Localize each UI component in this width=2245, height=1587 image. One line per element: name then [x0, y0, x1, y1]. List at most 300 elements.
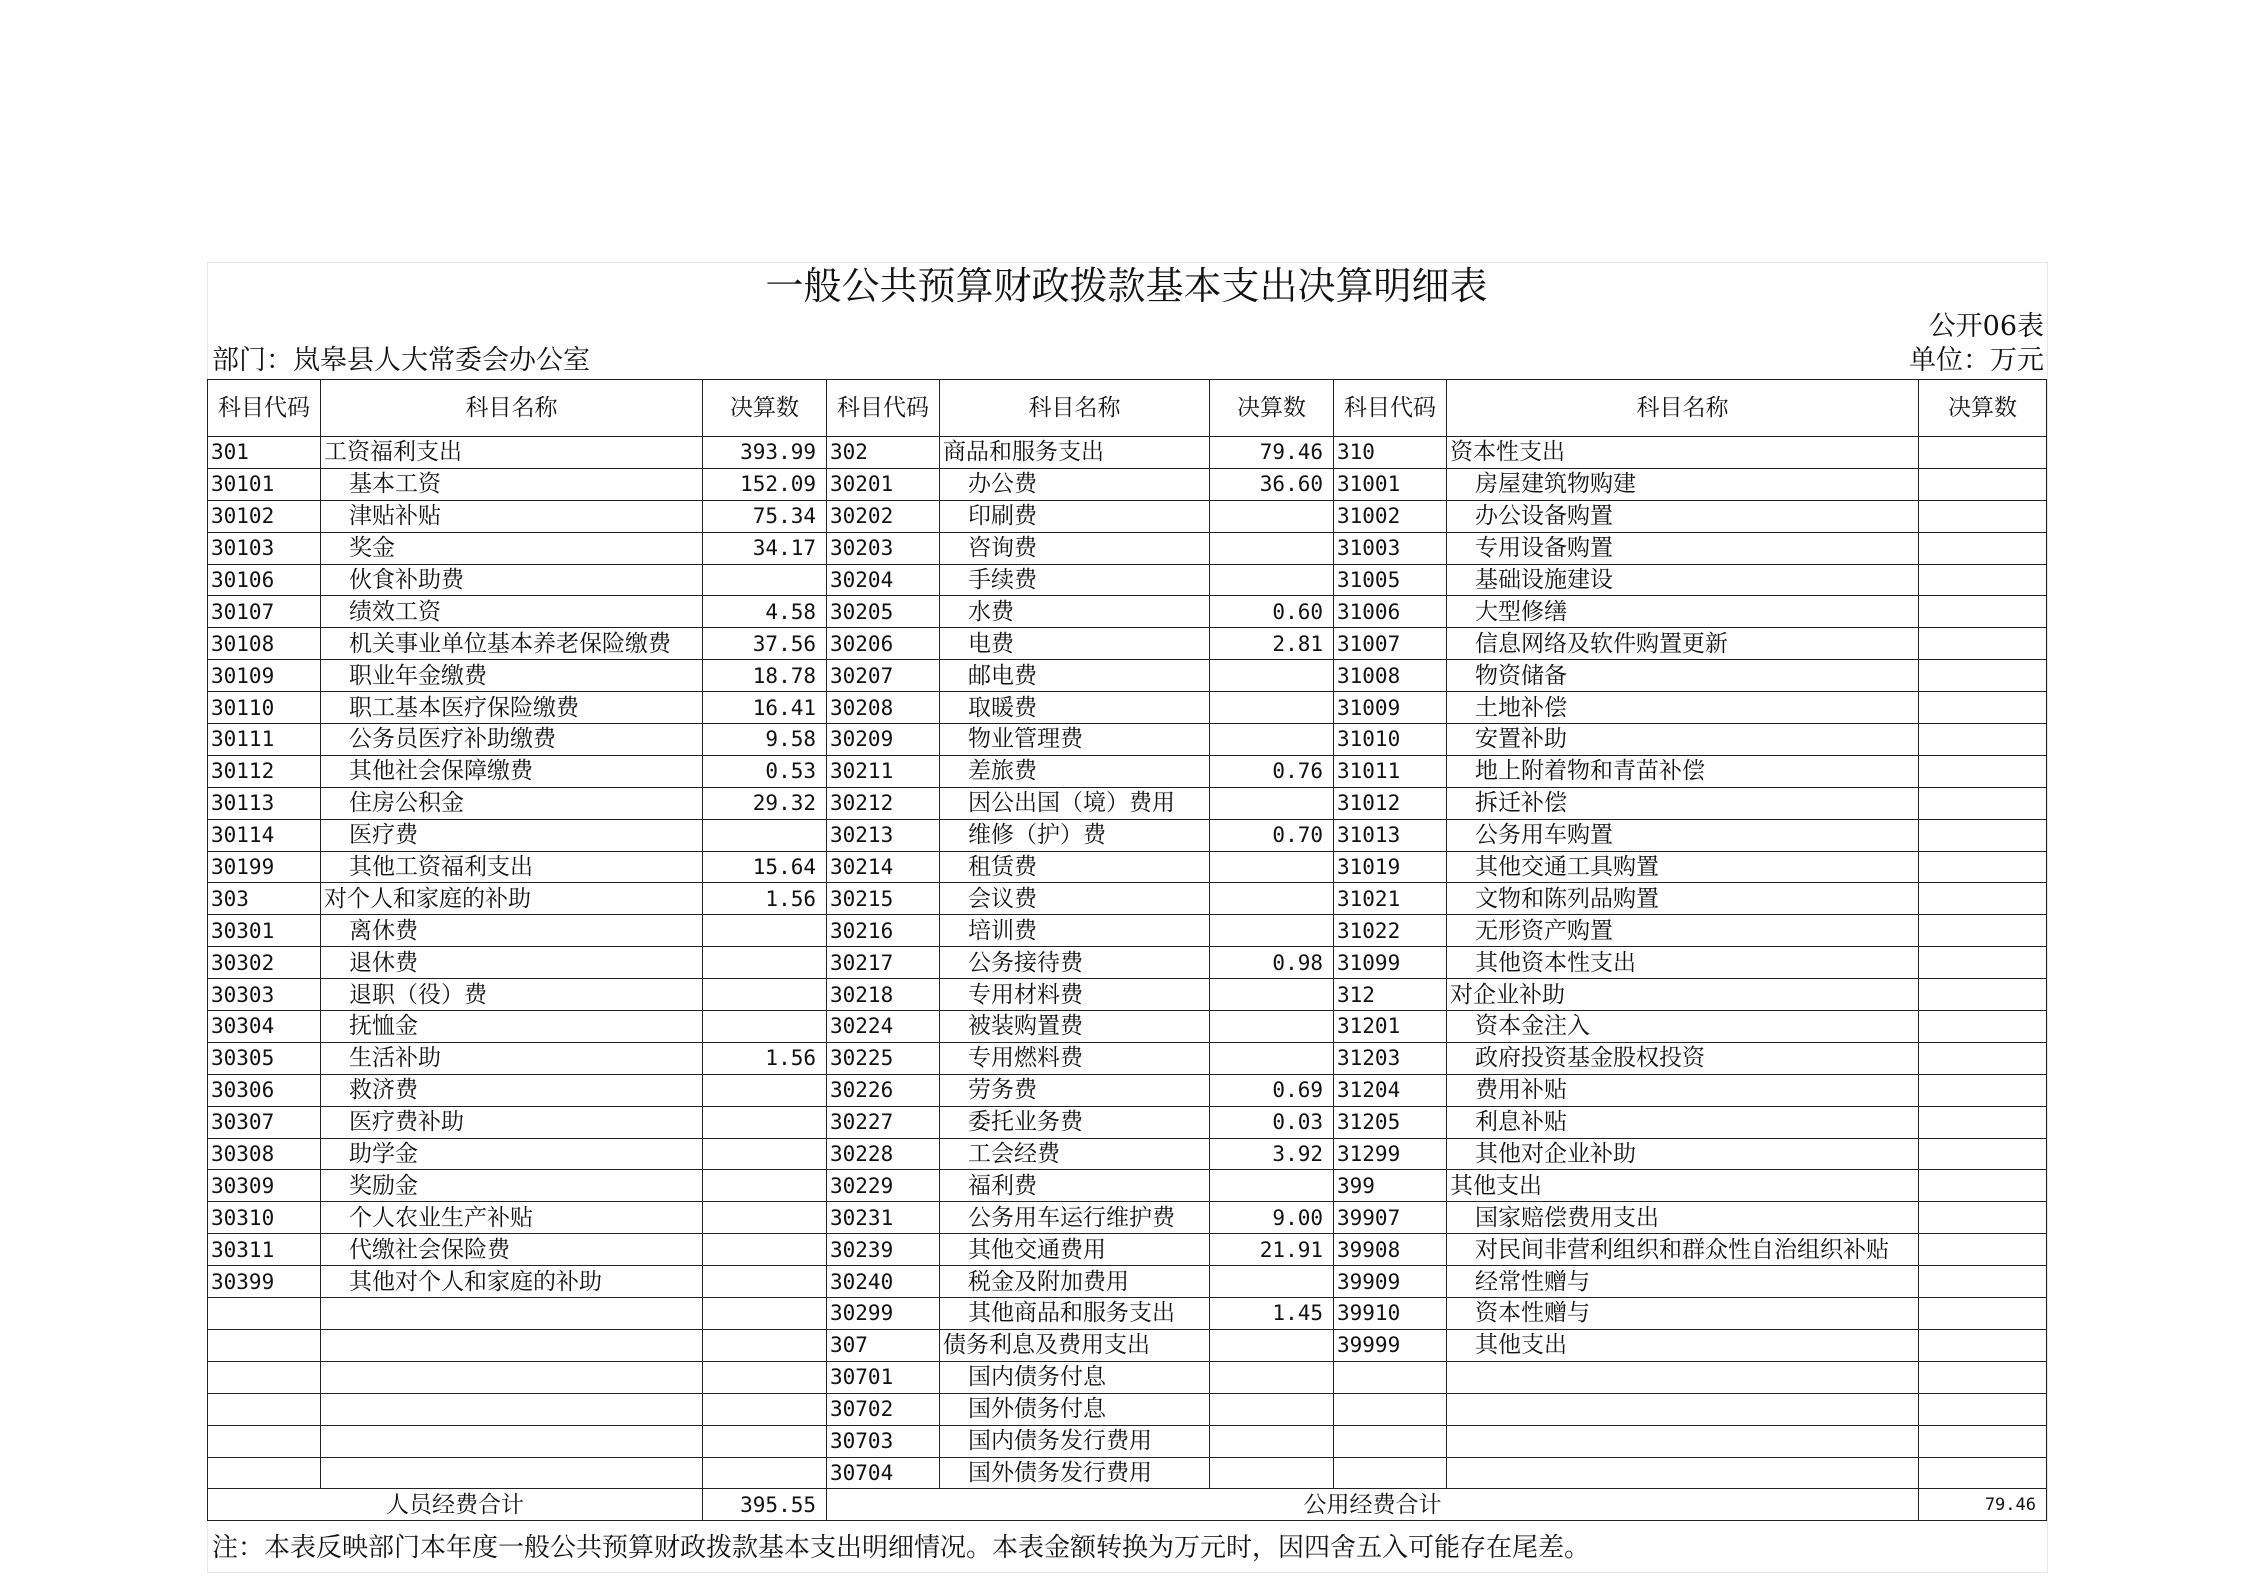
name-cell-3: 物资储备: [1447, 660, 1919, 692]
code-cell-2: 30215: [827, 883, 940, 915]
name-cell-2: 差旅费: [940, 755, 1210, 787]
amount-cell-3: [1919, 1011, 2047, 1043]
name-cell-1: 退休费: [321, 947, 703, 979]
amount-cell-3: [1919, 1234, 2047, 1266]
amount-cell-2: [1210, 979, 1334, 1011]
amount-cell-1: 9.58: [703, 724, 827, 756]
amount-cell-2: [1210, 883, 1334, 915]
code-cell-3: 31204: [1334, 1074, 1447, 1106]
amount-cell-2: 21.91: [1210, 1234, 1334, 1266]
amount-cell-1: [703, 947, 827, 979]
amount-cell-3: [1919, 819, 2047, 851]
name-cell-2: 水费: [940, 596, 1210, 628]
amount-cell-1: 0.53: [703, 755, 827, 787]
code-cell-1: 30199: [208, 851, 321, 883]
name-cell-3: 对企业补助: [1447, 979, 1919, 1011]
table-row: [208, 1138, 2047, 1170]
footnote: 注：本表反映部门本年度一般公共预算财政拨款基本支出明细情况。本表金额转换为万元时，因四舍五入可能存在尾差。: [212, 1533, 1591, 1563]
amount-cell-2: [1210, 1425, 1334, 1457]
amount-cell-3: [1919, 1266, 2047, 1298]
public-total-value: 79.46: [1919, 1489, 2047, 1521]
amount-cell-2: [1210, 851, 1334, 883]
code-cell-1: 30310: [208, 1202, 321, 1234]
code-cell-2: 30231: [827, 1202, 940, 1234]
amount-cell-1: [703, 819, 827, 851]
amount-cell-2: [1210, 915, 1334, 947]
amount-cell-1: [703, 1234, 827, 1266]
name-cell-1: 绩效工资: [321, 596, 703, 628]
name-cell-3: [1447, 1457, 1919, 1489]
code-cell-2: 30214: [827, 851, 940, 883]
code-cell-3: 31006: [1334, 596, 1447, 628]
code-cell-2: 30240: [827, 1266, 940, 1298]
name-cell-1: 医疗费补助: [321, 1106, 703, 1138]
col-header-code-3: 科目代码: [1334, 380, 1447, 437]
name-cell-2: 公务接待费: [940, 947, 1210, 979]
name-cell-2: 办公费: [940, 468, 1210, 500]
amount-cell-3: [1919, 1457, 2047, 1489]
code-cell-2: 307: [827, 1329, 940, 1361]
amount-cell-2: [1210, 692, 1334, 724]
table-row: [208, 660, 2047, 692]
code-cell-2: 30208: [827, 692, 940, 724]
amount-cell-1: 1.56: [703, 883, 827, 915]
name-cell-1: 生活补助: [321, 1042, 703, 1074]
name-cell-2: 其他商品和服务支出: [940, 1298, 1210, 1330]
amount-cell-3: [1919, 1170, 2047, 1202]
name-cell-2: 专用燃料费: [940, 1042, 1210, 1074]
expenditure-table: [207, 379, 2047, 1521]
name-cell-3: 国家赔偿费用支出: [1447, 1202, 1919, 1234]
name-cell-1: [321, 1329, 703, 1361]
table-row: [208, 1170, 2047, 1202]
amount-cell-2: 2.81: [1210, 628, 1334, 660]
amount-cell-3: [1919, 1138, 2047, 1170]
name-cell-1: 奖金: [321, 532, 703, 564]
code-cell-1: 30113: [208, 787, 321, 819]
code-cell-2: 30211: [827, 755, 940, 787]
amount-cell-3: [1919, 1393, 2047, 1425]
amount-cell-2: [1210, 564, 1334, 596]
code-cell-2: 302: [827, 437, 940, 469]
code-cell-1: 30101: [208, 468, 321, 500]
name-cell-3: [1447, 1361, 1919, 1393]
code-cell-2: 30209: [827, 724, 940, 756]
amount-cell-1: 75.34: [703, 500, 827, 532]
amount-cell-2: [1210, 1170, 1334, 1202]
name-cell-2: 印刷费: [940, 500, 1210, 532]
amount-cell-2: [1210, 1011, 1334, 1043]
code-cell-3: 39999: [1334, 1329, 1447, 1361]
name-cell-1: 其他对个人和家庭的补助: [321, 1266, 703, 1298]
code-cell-3: 31299: [1334, 1138, 1447, 1170]
code-cell-3: 31008: [1334, 660, 1447, 692]
amount-cell-1: 1.56: [703, 1042, 827, 1074]
name-cell-2: 公务用车运行维护费: [940, 1202, 1210, 1234]
amount-cell-3: [1919, 724, 2047, 756]
code-cell-3: 31022: [1334, 915, 1447, 947]
amount-cell-1: 16.41: [703, 692, 827, 724]
table-row: [208, 1011, 2047, 1043]
amount-cell-2: [1210, 532, 1334, 564]
code-cell-2: 30228: [827, 1138, 940, 1170]
name-cell-1: 职业年金缴费: [321, 660, 703, 692]
code-cell-3: 31007: [1334, 628, 1447, 660]
code-cell-3: 31002: [1334, 500, 1447, 532]
table-row: [208, 1329, 2047, 1361]
name-cell-1: [321, 1298, 703, 1330]
code-cell-1: 30302: [208, 947, 321, 979]
code-cell-2: 30207: [827, 660, 940, 692]
code-cell-3: 31001: [1334, 468, 1447, 500]
code-cell-1: 30301: [208, 915, 321, 947]
code-cell-1: 30103: [208, 532, 321, 564]
table-row: [208, 1425, 2047, 1457]
name-cell-1: 其他工资福利支出: [321, 851, 703, 883]
amount-cell-1: [703, 1138, 827, 1170]
code-cell-3: [1334, 1361, 1447, 1393]
table-row: [208, 947, 2047, 979]
code-cell-1: 301: [208, 437, 321, 469]
code-cell-2: 30226: [827, 1074, 940, 1106]
name-cell-3: 其他对企业补助: [1447, 1138, 1919, 1170]
name-cell-1: 离休费: [321, 915, 703, 947]
table-row: [208, 628, 2047, 660]
amount-cell-1: [703, 1425, 827, 1457]
code-cell-1: 30110: [208, 692, 321, 724]
table-row: [208, 1266, 2047, 1298]
amount-cell-3: [1919, 851, 2047, 883]
code-cell-2: 30703: [827, 1425, 940, 1457]
table-row: [208, 1298, 2047, 1330]
amount-cell-2: [1210, 500, 1334, 532]
code-cell-3: 31013: [1334, 819, 1447, 851]
amount-cell-1: [703, 1106, 827, 1138]
code-cell-1: 30112: [208, 755, 321, 787]
personnel-total-label: 人员经费合计: [208, 1489, 703, 1521]
amount-cell-1: 29.32: [703, 787, 827, 819]
name-cell-1: 抚恤金: [321, 1011, 703, 1043]
name-cell-1: 助学金: [321, 1138, 703, 1170]
name-cell-2: 租赁费: [940, 851, 1210, 883]
amount-cell-2: 0.69: [1210, 1074, 1334, 1106]
name-cell-1: 公务员医疗补助缴费: [321, 724, 703, 756]
code-cell-3: 31019: [1334, 851, 1447, 883]
table-row: [208, 851, 2047, 883]
code-cell-1: [208, 1298, 321, 1330]
name-cell-1: 救济费: [321, 1074, 703, 1106]
code-cell-2: 30704: [827, 1457, 940, 1489]
name-cell-3: 其他支出: [1447, 1329, 1919, 1361]
name-cell-3: 安置补助: [1447, 724, 1919, 756]
name-cell-1: 工资福利支出: [321, 437, 703, 469]
amount-cell-2: [1210, 1457, 1334, 1489]
amount-cell-2: [1210, 1266, 1334, 1298]
name-cell-1: [321, 1425, 703, 1457]
report-title: 一般公共预算财政拨款基本支出决算明细表: [765, 264, 1488, 308]
name-cell-2: 物业管理费: [940, 724, 1210, 756]
name-cell-3: 费用补贴: [1447, 1074, 1919, 1106]
amount-cell-1: [703, 1170, 827, 1202]
name-cell-1: 津贴补贴: [321, 500, 703, 532]
code-cell-1: 30309: [208, 1170, 321, 1202]
amount-cell-3: [1919, 1074, 2047, 1106]
code-cell-1: 30114: [208, 819, 321, 851]
totals-row: [208, 1489, 2047, 1521]
personnel-total-value: 395.55: [703, 1489, 827, 1521]
code-cell-3: 31205: [1334, 1106, 1447, 1138]
name-cell-2: 债务利息及费用支出: [940, 1329, 1210, 1361]
amount-cell-1: [703, 1074, 827, 1106]
code-cell-2: 30213: [827, 819, 940, 851]
name-cell-3: 其他支出: [1447, 1170, 1919, 1202]
amount-cell-2: 9.00: [1210, 1202, 1334, 1234]
name-cell-2: 维修（护）费: [940, 819, 1210, 851]
code-cell-1: 30306: [208, 1074, 321, 1106]
col-header-amount-3: 决算数: [1919, 380, 2047, 437]
amount-cell-3: [1919, 1329, 2047, 1361]
name-cell-1: 职工基本医疗保险缴费: [321, 692, 703, 724]
code-cell-2: 30239: [827, 1234, 940, 1266]
name-cell-2: 国外债务付息: [940, 1393, 1210, 1425]
name-cell-2: 国内债务发行费用: [940, 1425, 1210, 1457]
code-cell-3: 31203: [1334, 1042, 1447, 1074]
name-cell-3: 信息网络及软件购置更新: [1447, 628, 1919, 660]
name-cell-3: 其他资本性支出: [1447, 947, 1919, 979]
table-row: [208, 692, 2047, 724]
name-cell-3: 专用设备购置: [1447, 532, 1919, 564]
code-cell-3: [1334, 1393, 1447, 1425]
table-row: [208, 755, 2047, 787]
code-cell-3: 31099: [1334, 947, 1447, 979]
amount-cell-1: 18.78: [703, 660, 827, 692]
amount-cell-2: [1210, 1393, 1334, 1425]
code-cell-3: 31011: [1334, 755, 1447, 787]
amount-cell-3: [1919, 1202, 2047, 1234]
code-cell-1: 303: [208, 883, 321, 915]
code-cell-3: 31010: [1334, 724, 1447, 756]
amount-cell-2: [1210, 1042, 1334, 1074]
table-row: [208, 1361, 2047, 1393]
table-row: [208, 596, 2047, 628]
code-cell-1: 30108: [208, 628, 321, 660]
code-cell-2: 30218: [827, 979, 940, 1011]
table-row: [208, 724, 2047, 756]
amount-cell-3: [1919, 564, 2047, 596]
amount-cell-3: [1919, 628, 2047, 660]
amount-cell-3: [1919, 1425, 2047, 1457]
name-cell-3: 资本金注入: [1447, 1011, 1919, 1043]
amount-cell-3: [1919, 660, 2047, 692]
public-total-label: 公用经费合计: [827, 1489, 1919, 1521]
amount-cell-1: [703, 1202, 827, 1234]
name-cell-3: 政府投资基金股权投资: [1447, 1042, 1919, 1074]
code-cell-3: [1334, 1425, 1447, 1457]
amount-cell-1: 15.64: [703, 851, 827, 883]
code-cell-2: 30225: [827, 1042, 940, 1074]
code-cell-1: 30305: [208, 1042, 321, 1074]
amount-cell-3: [1919, 915, 2047, 947]
table-row: [208, 915, 2047, 947]
table-row: [208, 500, 2047, 532]
name-cell-3: 拆迁补偿: [1447, 787, 1919, 819]
name-cell-3: 办公设备购置: [1447, 500, 1919, 532]
code-cell-3: 312: [1334, 979, 1447, 1011]
code-cell-3: 39908: [1334, 1234, 1447, 1266]
name-cell-2: 电费: [940, 628, 1210, 660]
table-row: [208, 1042, 2047, 1074]
amount-cell-3: [1919, 947, 2047, 979]
name-cell-1: 住房公积金: [321, 787, 703, 819]
name-cell-2: 税金及附加费用: [940, 1266, 1210, 1298]
name-cell-3: [1447, 1425, 1919, 1457]
amount-cell-1: [703, 915, 827, 947]
name-cell-3: 无形资产购置: [1447, 915, 1919, 947]
name-cell-2: 邮电费: [940, 660, 1210, 692]
table-row: [208, 1393, 2047, 1425]
amount-cell-3: [1919, 1042, 2047, 1074]
name-cell-3: 地上附着物和青苗补偿: [1447, 755, 1919, 787]
table-row: [208, 1202, 2047, 1234]
code-cell-1: [208, 1393, 321, 1425]
name-cell-1: 其他社会保障缴费: [321, 755, 703, 787]
code-cell-1: 30107: [208, 596, 321, 628]
amount-cell-1: [703, 1457, 827, 1489]
name-cell-2: 商品和服务支出: [940, 437, 1210, 469]
name-cell-2: 福利费: [940, 1170, 1210, 1202]
code-cell-2: 30701: [827, 1361, 940, 1393]
amount-cell-2: 0.70: [1210, 819, 1334, 851]
amount-cell-1: [703, 1361, 827, 1393]
amount-cell-2: [1210, 1329, 1334, 1361]
code-cell-2: 30202: [827, 500, 940, 532]
amount-cell-1: [703, 564, 827, 596]
name-cell-2: 培训费: [940, 915, 1210, 947]
table-row: [208, 979, 2047, 1011]
amount-cell-3: [1919, 787, 2047, 819]
amount-cell-2: 0.98: [1210, 947, 1334, 979]
amount-cell-1: 4.58: [703, 596, 827, 628]
name-cell-2: 专用材料费: [940, 979, 1210, 1011]
code-cell-2: 30206: [827, 628, 940, 660]
amount-cell-1: 393.99: [703, 437, 827, 469]
code-cell-2: 30299: [827, 1298, 940, 1330]
code-cell-1: 30303: [208, 979, 321, 1011]
table-row: [208, 883, 2047, 915]
amount-cell-2: 79.46: [1210, 437, 1334, 469]
name-cell-2: 因公出国（境）费用: [940, 787, 1210, 819]
name-cell-2: 委托业务费: [940, 1106, 1210, 1138]
code-cell-1: [208, 1329, 321, 1361]
col-header-name-2: 科目名称: [940, 380, 1210, 437]
code-cell-1: [208, 1361, 321, 1393]
table-row: [208, 819, 2047, 851]
code-cell-2: 30227: [827, 1106, 940, 1138]
amount-cell-3: [1919, 883, 2047, 915]
name-cell-2: 工会经费: [940, 1138, 1210, 1170]
code-cell-3: 31021: [1334, 883, 1447, 915]
name-cell-2: 被装购置费: [940, 1011, 1210, 1043]
amount-cell-3: [1919, 500, 2047, 532]
name-cell-1: 伙食补助费: [321, 564, 703, 596]
col-header-amount-2: 决算数: [1210, 380, 1334, 437]
table-row: [208, 1457, 2047, 1489]
name-cell-2: 劳务费: [940, 1074, 1210, 1106]
amount-cell-3: [1919, 692, 2047, 724]
name-cell-3: 大型修缮: [1447, 596, 1919, 628]
name-cell-1: [321, 1393, 703, 1425]
amount-cell-2: [1210, 1361, 1334, 1393]
name-cell-1: 对个人和家庭的补助: [321, 883, 703, 915]
code-cell-3: 39907: [1334, 1202, 1447, 1234]
code-cell-1: 30304: [208, 1011, 321, 1043]
name-cell-3: 对民间非营利组织和群众性自治组织补贴: [1447, 1234, 1919, 1266]
amount-cell-2: 0.60: [1210, 596, 1334, 628]
col-header-code-2: 科目代码: [827, 380, 940, 437]
code-cell-1: 30106: [208, 564, 321, 596]
table-row: [208, 1106, 2047, 1138]
code-cell-1: 30102: [208, 500, 321, 532]
code-cell-2: 30702: [827, 1393, 940, 1425]
amount-cell-1: [703, 979, 827, 1011]
code-cell-2: 30217: [827, 947, 940, 979]
amount-cell-2: [1210, 787, 1334, 819]
name-cell-3: 经常性赠与: [1447, 1266, 1919, 1298]
code-cell-3: 31201: [1334, 1011, 1447, 1043]
code-cell-3: 39910: [1334, 1298, 1447, 1330]
code-cell-3: 31003: [1334, 532, 1447, 564]
name-cell-1: 医疗费: [321, 819, 703, 851]
name-cell-3: 其他交通工具购置: [1447, 851, 1919, 883]
amount-cell-3: [1919, 1106, 2047, 1138]
unit-label: 单位：万元: [1909, 345, 2044, 376]
amount-cell-1: [703, 1393, 827, 1425]
code-cell-2: 30201: [827, 468, 940, 500]
code-cell-1: 30399: [208, 1266, 321, 1298]
code-cell-2: 30204: [827, 564, 940, 596]
code-cell-1: 30311: [208, 1234, 321, 1266]
table-row: [208, 532, 2047, 564]
name-cell-1: 个人农业生产补贴: [321, 1202, 703, 1234]
amount-cell-3: [1919, 596, 2047, 628]
name-cell-3: 利息补贴: [1447, 1106, 1919, 1138]
code-cell-1: [208, 1425, 321, 1457]
code-cell-3: 310: [1334, 437, 1447, 469]
name-cell-3: 资本性赠与: [1447, 1298, 1919, 1330]
name-cell-3: 土地补偿: [1447, 692, 1919, 724]
name-cell-3: 公务用车购置: [1447, 819, 1919, 851]
code-cell-2: 30212: [827, 787, 940, 819]
name-cell-3: 基础设施建设: [1447, 564, 1919, 596]
name-cell-2: 取暖费: [940, 692, 1210, 724]
table-row: [208, 437, 2047, 469]
name-cell-3: [1447, 1393, 1919, 1425]
name-cell-2: 咨询费: [940, 532, 1210, 564]
amount-cell-2: [1210, 660, 1334, 692]
name-cell-3: 文物和陈列品购置: [1447, 883, 1919, 915]
code-cell-1: [208, 1457, 321, 1489]
code-cell-3: 39909: [1334, 1266, 1447, 1298]
name-cell-2: 国外债务发行费用: [940, 1457, 1210, 1489]
name-cell-3: 房屋建筑物购建: [1447, 468, 1919, 500]
code-cell-3: 31012: [1334, 787, 1447, 819]
name-cell-1: [321, 1361, 703, 1393]
department-label: 部门：岚皋县人大常委会办公室: [212, 345, 590, 376]
col-header-amount-1: 决算数: [703, 380, 827, 437]
amount-cell-1: 34.17: [703, 532, 827, 564]
code-cell-2: 30205: [827, 596, 940, 628]
code-cell-1: 30307: [208, 1106, 321, 1138]
